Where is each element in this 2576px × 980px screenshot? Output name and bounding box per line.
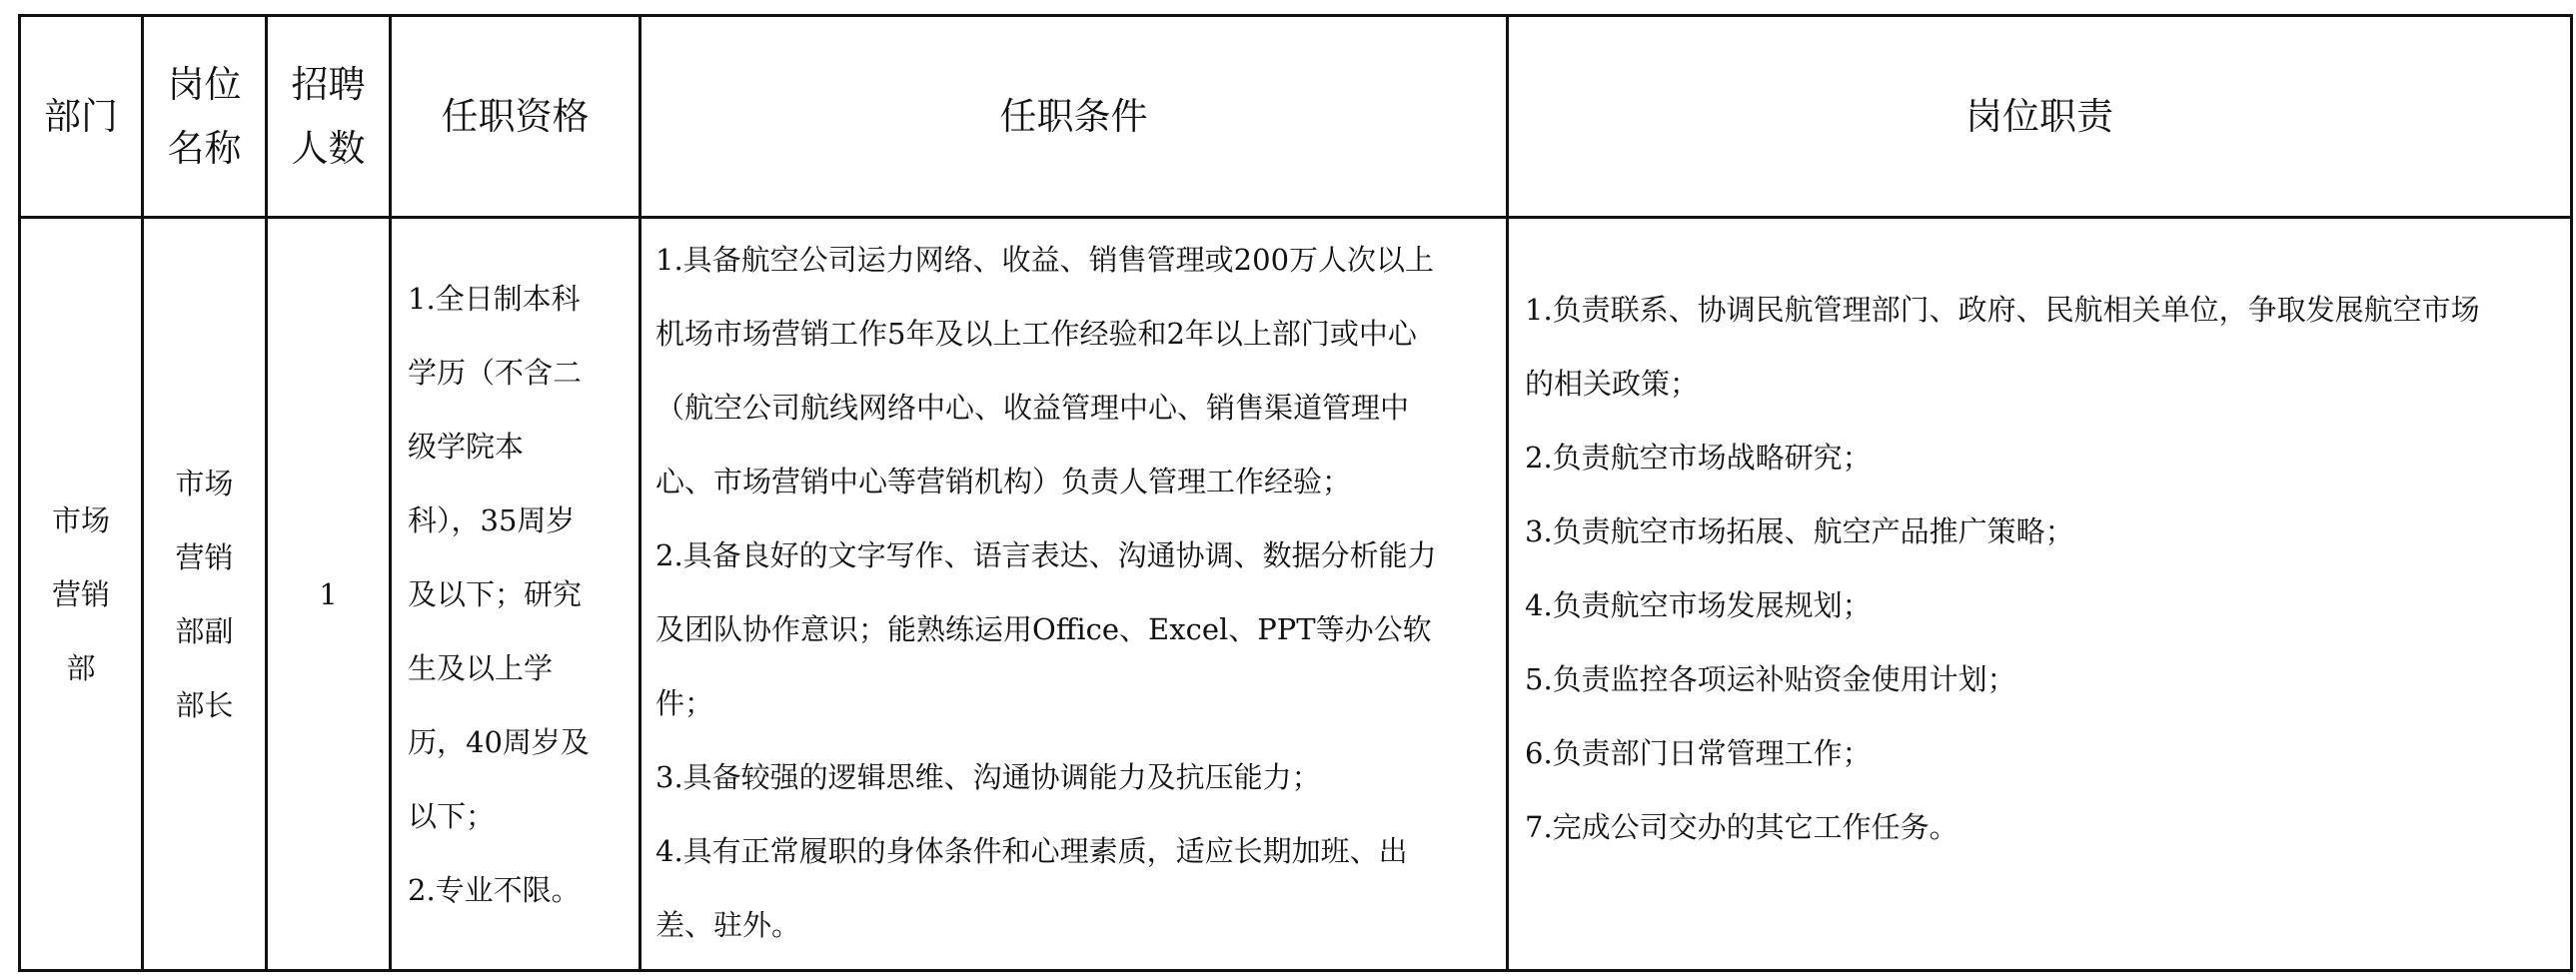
cell-line: 4.具有正常履职的身体条件和心理素质，适应长期加班、出 xyxy=(655,834,1408,868)
cell-line: 件； xyxy=(655,686,714,720)
cell-line: （航空公司航线网络中心、收益管理中心、销售渠道管理中 xyxy=(655,391,1410,425)
cell-line: 生及以上学 xyxy=(408,650,554,685)
header-qualification xyxy=(391,16,641,218)
header-department xyxy=(20,16,143,218)
cell-position xyxy=(143,218,267,971)
cell-line: 5.负责监控各项运补贴资金使用计划； xyxy=(1525,662,2016,696)
header-conditions xyxy=(641,16,1508,218)
job-posting-sheet xyxy=(18,14,2570,969)
header-duties xyxy=(1508,16,2572,218)
cell-line: 1.全日制本科 xyxy=(408,281,581,316)
cell-line: 3.具备较强的逻辑思维、沟通协调能力及抗压能力； xyxy=(655,760,1321,794)
cell-line: 1.负责联系、协调民航管理部门、政府、民航相关单位，争取发展航空市场 xyxy=(1525,293,2480,327)
cell-line: 机场市场营销工作5年及以上工作经验和2年以上部门或中心 xyxy=(655,317,1417,351)
cell-line: 部副 xyxy=(175,613,234,648)
cell-line: 历，40周岁及 xyxy=(408,724,590,759)
cell-line: 差、驻外。 xyxy=(655,908,801,942)
cell-line: 及以下；研究 xyxy=(408,576,583,611)
cell-line: 以下； xyxy=(408,798,496,833)
cell-line: 部长 xyxy=(175,687,234,722)
header-headcount xyxy=(267,16,391,218)
header-line: 部门 xyxy=(44,94,118,138)
cell-line: 2.专业不限。 xyxy=(408,872,581,907)
cell-line: 2.负责航空市场战略研究； xyxy=(1525,441,1872,475)
header-line: 人数 xyxy=(291,126,366,170)
cell-line: 1 xyxy=(319,576,338,611)
header-line: 名称 xyxy=(167,126,242,170)
table-header-row xyxy=(20,16,2572,218)
cell-line: 市场 xyxy=(175,466,234,500)
cell-line: 营销 xyxy=(175,539,234,574)
cell-line: 学历（不含二 xyxy=(408,355,583,390)
header-line: 岗位职责 xyxy=(1965,94,2113,138)
cell-line: 7.完成公司交办的其它工作任务。 xyxy=(1525,810,1958,844)
header-line: 任职条件 xyxy=(999,94,1148,138)
table-row xyxy=(20,218,2572,971)
cell-headcount xyxy=(267,218,391,971)
cell-line: 级学院本 xyxy=(408,429,525,464)
cell-line: 6.负责部门日常管理工作； xyxy=(1525,736,1872,770)
header-line: 岗位 xyxy=(167,62,242,106)
cell-line: 及团队协作意识；能熟练运用Office、Excel、PPT等办公软 xyxy=(655,612,1432,646)
cell-line: 科），35周岁 xyxy=(408,502,576,537)
cell-line: 3.负责航空市场拓展、航空产品推广策略； xyxy=(1525,514,2074,548)
cell-qualification xyxy=(391,218,641,971)
cell-line: 1.具备航空公司运力网络、收益、销售管理或200万人次以上 xyxy=(655,243,1435,277)
header-line: 招聘 xyxy=(291,62,366,106)
cell-line: 营销 xyxy=(51,576,110,611)
cell-line: 4.负责航空市场发展规划； xyxy=(1525,588,1872,622)
cell-conditions xyxy=(641,218,1508,971)
cell-line: 部 xyxy=(66,650,96,685)
header-position xyxy=(143,16,267,218)
job-posting-table xyxy=(18,14,2573,972)
cell-line: 2.具备良好的文字写作、语言表达、沟通协调、数据分析能力 xyxy=(655,538,1437,572)
header-line: 任职资格 xyxy=(441,94,590,138)
cell-department xyxy=(20,218,143,971)
cell-line: 的相关政策； xyxy=(1525,367,1700,401)
cell-duties xyxy=(1508,218,2572,971)
cell-line: 市场 xyxy=(51,502,110,537)
cell-line: 心、市场营销中心等营销机构）负责人管理工作经验； xyxy=(655,465,1352,498)
